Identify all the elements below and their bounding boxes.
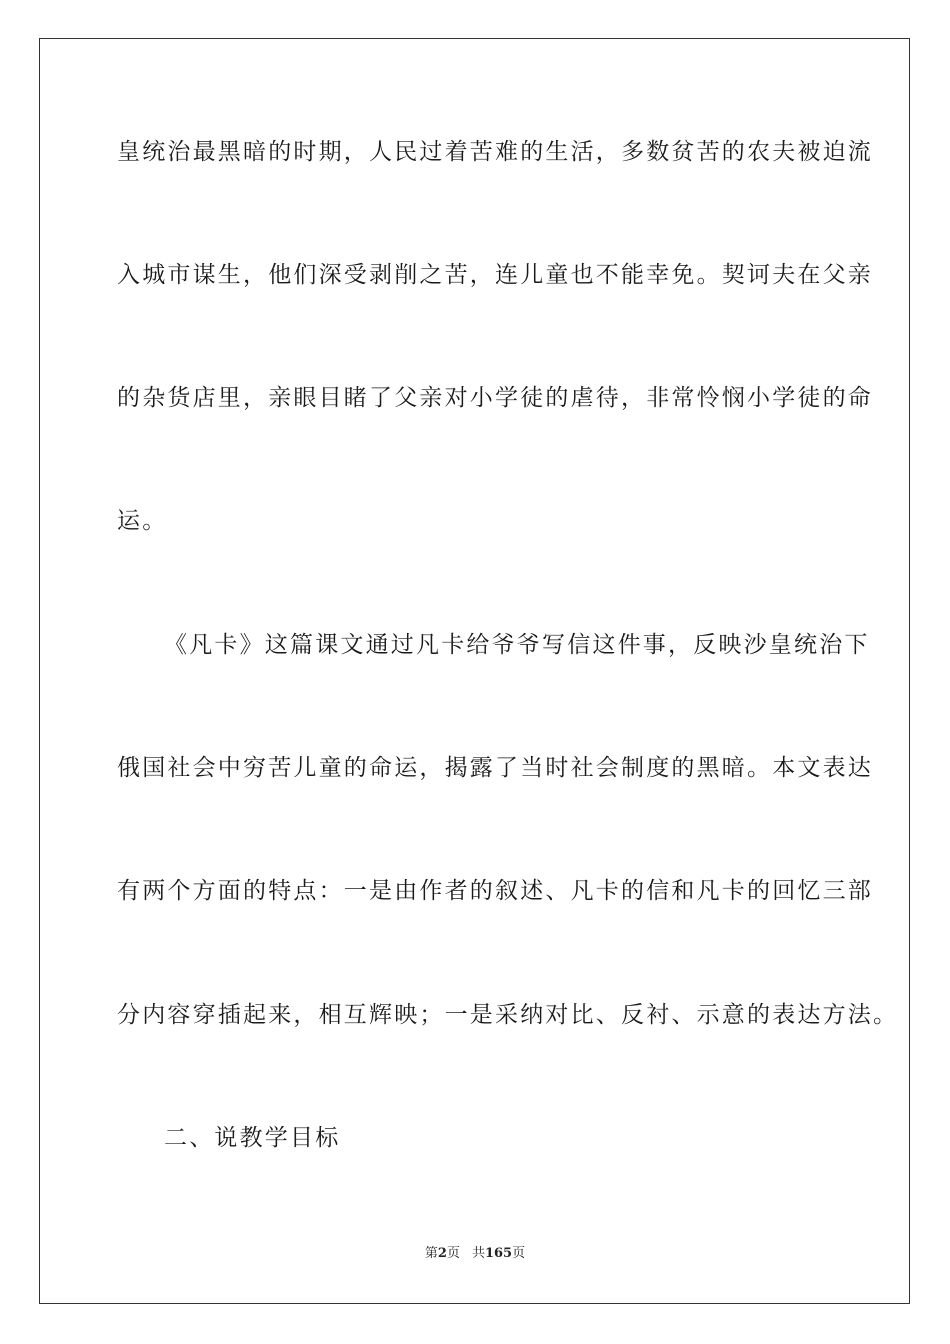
body-text-line-4: 运。	[117, 508, 168, 534]
body-text-line-5: 《凡卡》这篇课文通过凡卡给爷爷写信这件事，反映沙皇统治下	[164, 632, 870, 658]
page-prefix: 第	[424, 1246, 438, 1261]
body-text-line-7: 有两个方面的特点：一是由作者的叙述、凡卡的信和凡卡的回忆三部	[117, 878, 873, 904]
body-text-line-6: 俄国社会中穷苦儿童的命运，揭露了当时社会制度的黑暗。本文表达	[117, 755, 873, 781]
total-pages: 165	[484, 1246, 513, 1261]
page-suffix: 页	[446, 1246, 460, 1261]
page-border	[39, 38, 910, 1304]
body-text-line-2: 入城市谋生，他们深受剥削之苦，连儿童也不能幸免。契诃夫在父亲	[117, 262, 873, 288]
body-text-line-8: 分内容穿插起来，相互辉映；一是采纳对比、反衬、示意的表达方法。	[117, 1002, 899, 1028]
total-suffix: 页	[512, 1246, 526, 1261]
page-number: 2	[437, 1246, 447, 1261]
body-text-line-3: 的杂货店里，亲眼目睹了父亲对小学徒的虐待，非常怜悯小学徒的命	[117, 385, 873, 411]
total-prefix: 共	[471, 1246, 485, 1261]
section-heading: 二、说教学目标	[164, 1125, 341, 1151]
body-text-line-1: 皇统治最黑暗的时期，人民过着苦难的生活，多数贫苦的农夫被迫流	[117, 139, 873, 165]
page-footer	[0, 1245, 950, 1263]
